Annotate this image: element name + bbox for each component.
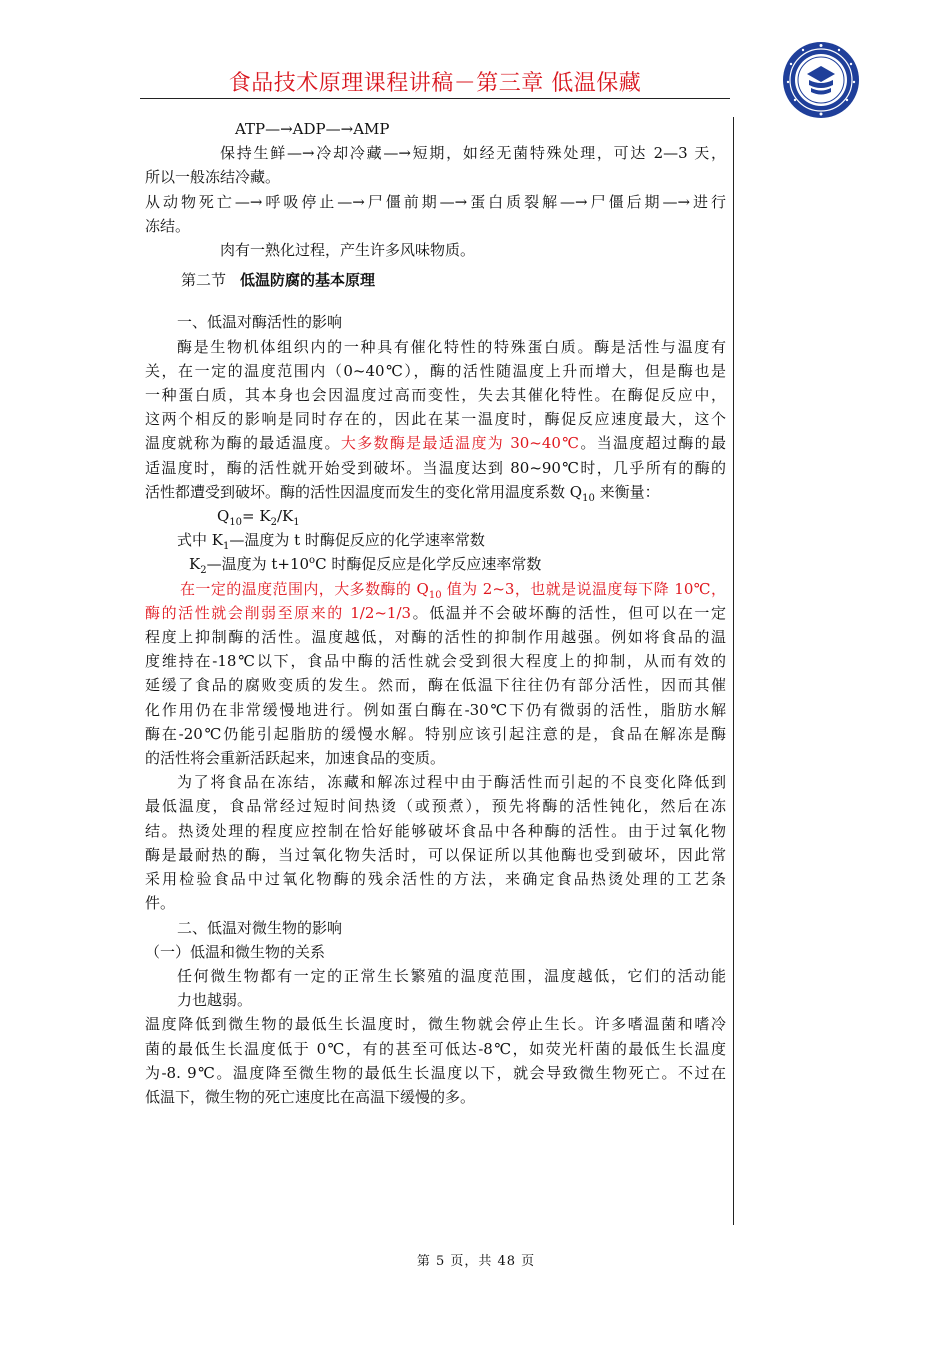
text-line: 所以一般冻结冷藏。	[145, 168, 281, 187]
subscript: 10	[229, 517, 243, 529]
text-line: 菌的最低生长温度低于 0℃，有的甚至可低达-8℃，如荧光杆菌的最低生长温度	[145, 1039, 726, 1058]
text-line: 从动物死亡—→呼吸停止—→尸僵前期—→蛋白质裂解—→尸僵后期—→进行	[145, 192, 726, 211]
text-span: Q	[217, 507, 230, 526]
section-title: 低温防腐的基本原理	[240, 271, 376, 290]
text-line: ATP—→ADP—→AMP	[235, 120, 390, 138]
text-line: 适温度时，酶的活性就开始受到破坏。当温度达到 80~90℃时，几乎所有的酶的	[145, 458, 726, 477]
text-line: 延缓了食品的腐败变质的发生。然而，酶在低温下往往仍有部分活性，因而其催	[145, 676, 726, 695]
subsection-heading: 一、低温对酶活性的影响	[177, 313, 343, 332]
text-span: —温度为 t+10	[206, 555, 310, 574]
text-line: 肉有一熟化过程，产生许多风味物质。	[220, 241, 476, 260]
text-span: 式中 K	[177, 531, 223, 550]
text-line: 程度上抑制酶的活性。温度越低，对酶的活性的抑制作用越强。例如将食品的温	[145, 628, 726, 647]
formula-legend	[145, 552, 726, 576]
text-line	[145, 601, 726, 625]
text-line: 酶是最耐热的酶，当过氧化物失活时，可以保证所以其他酶也受到破坏，因此常	[145, 845, 726, 864]
text-span: C 时酶促反应是化学反应速率常数	[315, 555, 542, 574]
subscript: 1	[222, 541, 230, 553]
text-line: 一种蛋白质，其本身也会因温度过高而变性，失去其催化特性。在酶促反应中，	[145, 386, 726, 405]
text-span: 值为 2~3，也就是说温度每下降 10℃，	[441, 579, 726, 598]
text-line: 冻结。	[145, 216, 191, 235]
formula-legend	[145, 528, 726, 552]
subscript: 1	[293, 517, 300, 529]
subscript: 10	[582, 492, 595, 504]
text-span: = K	[242, 507, 271, 526]
text-line: 采用检验食品中过氧化物酶的残余活性的方法，来确定食品热烫处理的工艺条	[145, 870, 726, 889]
text-line: 关，在一定的温度范围内（0~40℃），酶的活性随温度上升而增大，但是酶也是	[145, 361, 726, 380]
text-line: 酶在-20℃仍能引起脂肪的缓慢水解。特别应该引起注意的是，食品在解冻是酶	[145, 724, 726, 743]
section-heading	[145, 268, 726, 292]
university-seal-icon	[781, 40, 861, 120]
page-title: 食品技术原理课程讲稿－第三章 低温保藏	[228, 71, 642, 96]
document-body	[145, 117, 726, 1109]
text-line: 任何微生物都有一定的正常生长繁殖的温度范围，温度越低，它们的活动能	[177, 966, 726, 985]
text-line: 为了将食品在冻结，冻藏和解冻过程中由于酶活性而引起的不良变化降低到	[177, 773, 726, 792]
text-span: K	[189, 555, 201, 574]
text-line: 温度降低到微生物的最低生长温度时，微生物就会停止生长。许多嗜温菌和嗜冷	[145, 1015, 726, 1034]
superscript: o	[309, 555, 316, 567]
text-line: 这两个相反的影响是同时存在的，因此在某一温度时，酶促反应速度最大，这个	[145, 410, 726, 429]
text-span: 。低温并不会破坏酶的活性，但可以在一定	[411, 603, 726, 622]
highlighted-text	[145, 577, 726, 601]
text-line: 最低温度，食品常经过短时间热烫（或预煮），预先将酶的活性钝化，然后在冻	[145, 797, 726, 816]
text-line: 为-8. 9℃。温度降至微生物的最低生长温度以下，就会导致微生物死亡。不过在	[145, 1063, 726, 1082]
text-line: 件。	[145, 894, 176, 913]
text-line	[145, 431, 726, 455]
text-line	[145, 480, 726, 504]
text-span: /K	[276, 507, 294, 526]
subsection-heading: （一）低温和微生物的关系	[145, 942, 326, 961]
right-margin-rule	[733, 117, 734, 1225]
text-span: 活性都遭受到破坏。酶的活性因温度而发生的变化常用温度系数 Q	[145, 482, 583, 501]
page-number: 第 5 页，共 48 页	[416, 1254, 536, 1269]
section-number: 第二节	[181, 271, 227, 290]
text-line: 结。热烫处理的程度应控制在恰好能够破坏食品中各种酶的活性。由于过氧化物	[145, 821, 726, 840]
text-span: 来衡量：	[594, 482, 660, 501]
subscript: 2	[270, 517, 277, 529]
subscript: 10	[428, 589, 442, 601]
text-line: 化作用仍在非常缓慢地进行。例如蛋白酶在-30℃下仍有微弱的活性，脂肪水解	[145, 700, 726, 719]
text-line: 的活性将会重新活跃起来，加速食品的变质。	[145, 749, 446, 768]
text-line: 保持生鲜—→冷却冷藏—→短期，如经无菌特殊处理，可达 2—3 天，	[220, 144, 726, 163]
highlighted-text: 酶的活性就会削弱至原来的 1/2~1/3	[145, 603, 412, 622]
subscript: 2	[200, 565, 207, 577]
text-line: 度维持在-18℃以下，食品中酶的活性就会受到很大程度上的抑制，从而有效的	[145, 652, 726, 671]
formula	[145, 504, 726, 528]
text-line: 酶是生物机体组织内的一种具有催化特性的特殊蛋白质。酶是活性与温度有	[177, 337, 726, 356]
text-span: —温度为 t 时酶促反应的化学速率常数	[229, 531, 485, 550]
text-span: 在一定的温度范围内，大多数酶的 Q	[180, 579, 429, 598]
text-line: 低温下，微生物的死亡速度比在高温下缓慢的多。	[145, 1087, 476, 1106]
text-span: 。当温度超过酶的最	[580, 434, 726, 453]
text-span: 温度就称为酶的最适温度。	[145, 434, 341, 453]
header-divider	[140, 98, 730, 99]
highlighted-text: 大多数酶是最适温度为 30~40℃	[340, 434, 581, 453]
subsection-heading: 二、低温对微生物的影响	[177, 918, 343, 937]
text-line: 力也越弱。	[177, 991, 253, 1010]
